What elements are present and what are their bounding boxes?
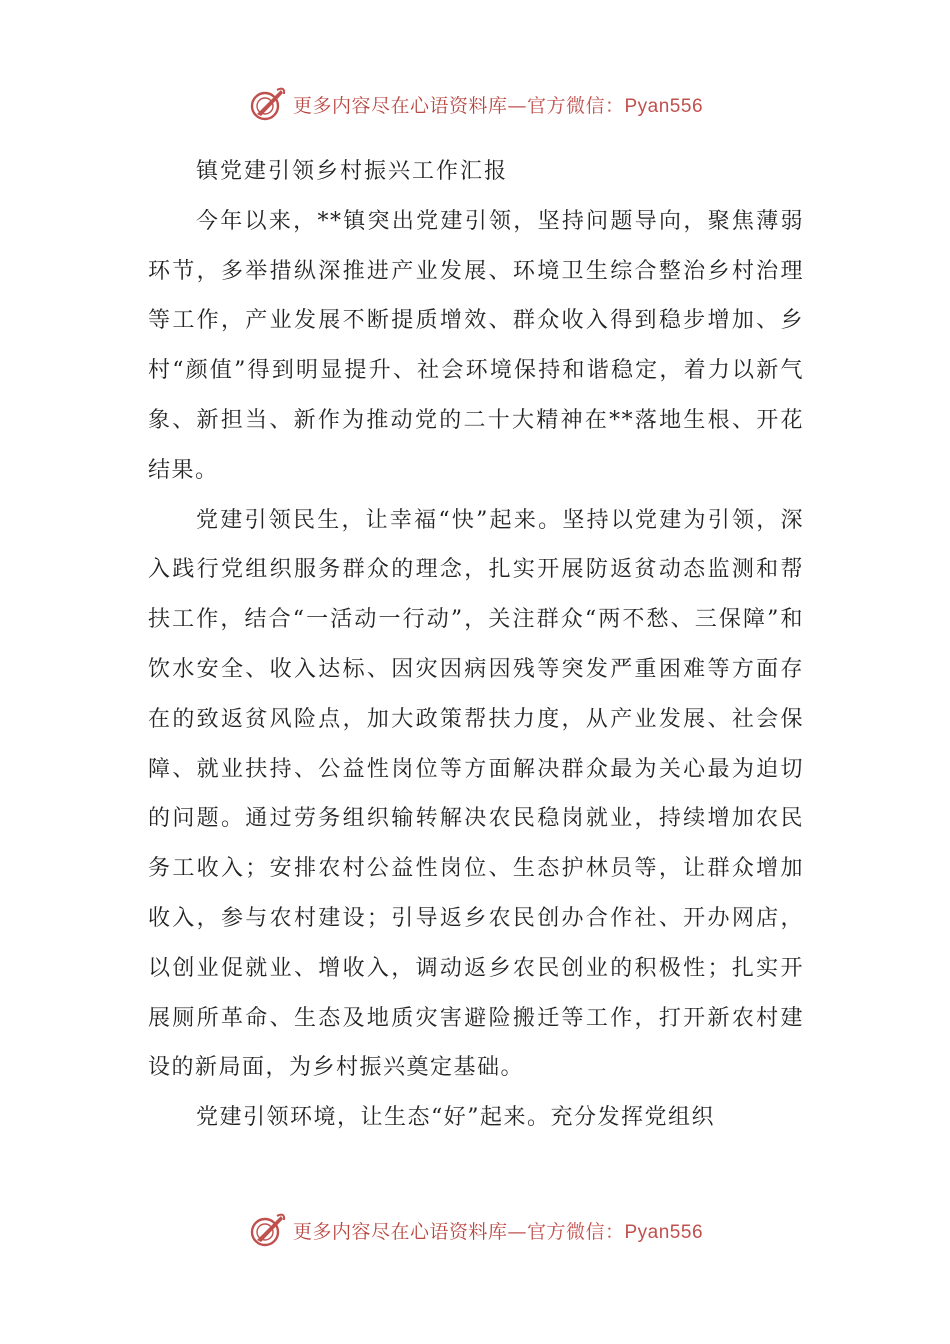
watermark-text (293, 91, 703, 118)
document-title: 镇党建引领乡村振兴工作汇报 (196, 159, 509, 184)
watermark-contact-id: Pyan556 (624, 1221, 704, 1243)
paragraph-livelihood: 党建引领民生，让幸福“快”起来。坚持以党建为引领，深入践行党组织服务群众的理念，扎实开展防返贫动态监测和帮扶工作，结合“一活动一行动”，关注群众“两不愁、三保障”和饮水安全、收入达标、因灾因病因残等突发严重困难等方面存在的致返贫风险点，加大政策帮扶力度，从产业发展、社会保障、就业扶持、公益性岗位等方面解决群众最为关心最为迫切的问题。通过劳务组织输转解决农民稳岗就业，持续增加农民务工收入；安排农村公益性岗位、生态护林员等，让群众增加收入，参与农村建设；引导返乡农民创办合作社、开办网店，以创业促就业、增收入，调动返乡农民创业的积极性；扎实开展厕所革命、生态及地质灾害避险搬迁等工作，打开新农村建设的新局面，为乡村振兴奠定基础。 (148, 507, 804, 1081)
watermark-dash: — (507, 1220, 527, 1243)
watermark-header (0, 82, 950, 126)
watermark-footer (0, 1208, 950, 1252)
paragraph-environment: 党建引领环境，让生态“好”起来。充分发挥党组织 (196, 1105, 715, 1131)
quill-seal-icon (247, 84, 287, 124)
watermark-contact-label: 官方微信： (526, 94, 625, 117)
watermark-contact-label: 官方微信： (526, 1220, 625, 1243)
quill-seal-icon (247, 1210, 287, 1250)
document-body (148, 147, 804, 1143)
watermark-text (293, 1217, 703, 1244)
paragraph-intro: 今年以来，**镇突出党建引领，坚持问题导向，聚焦薄弱环节，多举措纵深推进产业发展、环境卫生综合整治乡村治理等工作，产业发展不断提质增效、群众收入得到稳步增加、乡村“颜值”得到明显提升、社会环境保持和谐稳定，着力以新气象、新担当、新作为推动党的二十大精神在**落地生根、开花结果。 (148, 208, 804, 483)
watermark-main: 更多内容尽在心语资料库 (292, 1220, 508, 1243)
watermark-main: 更多内容尽在心语资料库 (292, 94, 508, 117)
watermark-dash: — (507, 94, 527, 117)
watermark-contact-id: Pyan556 (624, 95, 704, 117)
